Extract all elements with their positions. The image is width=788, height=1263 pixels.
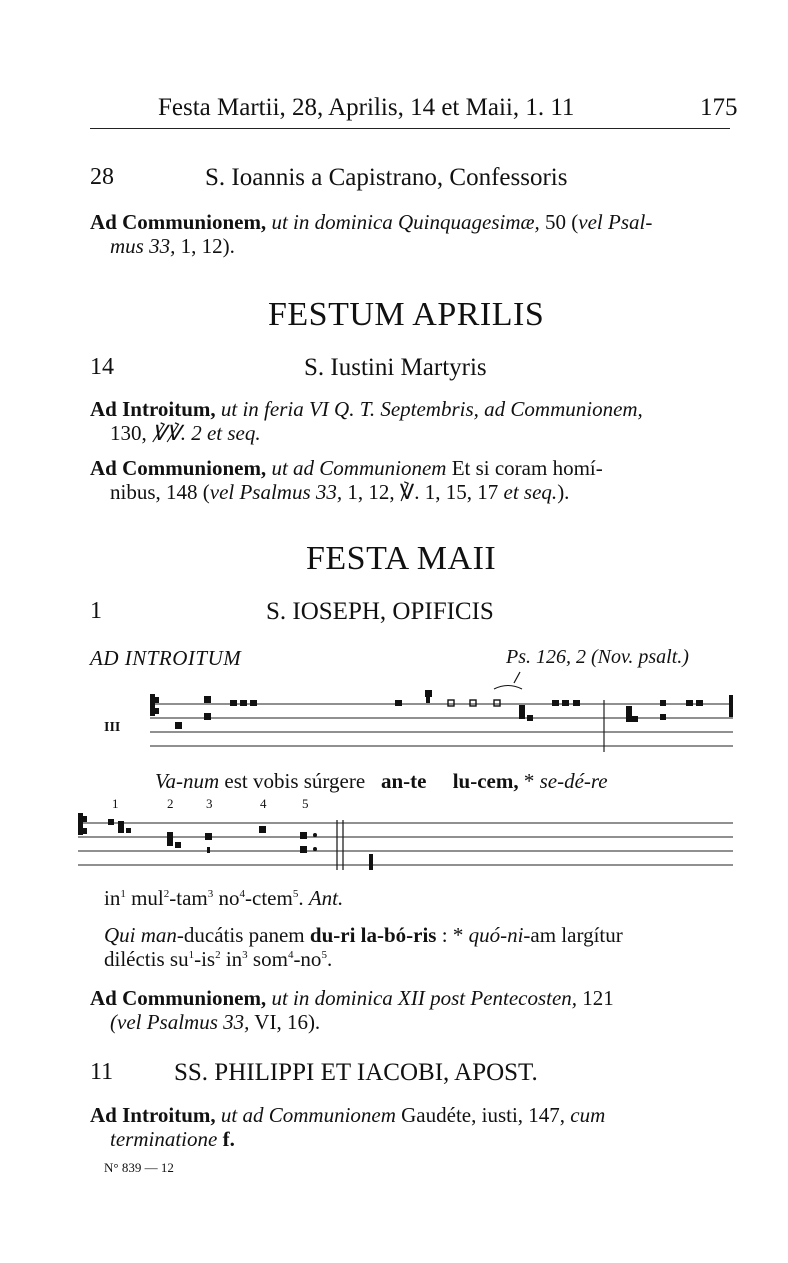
running-title: Festa Martii, 28, Aprilis, 14 et Maii, 1. 11 [158,94,575,121]
verse-marker: 3 [242,949,248,961]
rubric-text: et seq. [503,480,558,504]
lyric-syllable: in [104,886,121,910]
verse-text: ducátis panem [183,923,305,947]
introit-heading: AD INTROITUM [90,646,242,670]
verse-text: quó-ni- [468,923,531,947]
verse-text: : * [436,923,469,947]
lyric-syllable: lu-cem, [452,769,519,793]
verse-marker: 1 [120,888,126,900]
rubric-label: Ad Communionem, [90,210,267,234]
rubric-text: ut in dominica XII post Pentecosten, [271,986,578,1010]
rubric-text: vel Psal- [578,210,653,234]
verse-marker: 3 [207,888,214,900]
rubric-text: 50 ( [545,210,579,234]
rubric-text: nibus, 148 ( [110,480,210,504]
verse-marker: 2 [163,888,170,900]
verse-marker: 2 [215,949,221,961]
rubric-text: ut in feria VI Q. T. Septembris, ad Communionem, [220,397,643,421]
rubric-text: 1, 12). [180,234,235,258]
antiphon-marker: Ant. [308,886,344,910]
verse-text: in [220,947,243,971]
day-number-28: 28 [90,164,114,190]
rubric-text: 121 [582,986,614,1010]
printer-signature: N° 839 — 12 [104,1160,174,1175]
rubric-text: mus 33, [110,234,176,258]
verse-marker: 5 [321,949,327,961]
rubric-text: Et si coram homí- [451,456,603,480]
rubric-text: ut ad Communionem [271,456,447,480]
day-number-1: 1 [90,598,102,624]
feast-title-philippi: SS. PHILIPPI ET IACOBI, APOST. [174,1059,538,1086]
verse-marker: 4 [287,949,294,961]
lyric-syllable: an-te [380,769,427,793]
rubric-text: 130, [110,421,147,445]
rubric-text: terminatione [110,1127,218,1151]
day-number-11: 11 [90,1059,114,1085]
lyric-syllable: Va-num [155,769,220,793]
rubric-label: Ad Introitum, [90,397,216,421]
feast-title-ioseph: S. IOSEPH, OPIFICIS [266,598,494,625]
page-number: 175 [700,94,738,121]
day-number-14: 14 [90,354,114,380]
rubric-text: (vel Psalmus 33, [110,1010,250,1034]
feast-title-capistrano: S. Ioannis a Capistrano, Confessoris [205,164,568,191]
rubric-text: 1, 12, ℣. 1, 15, 17 [347,480,499,504]
verse-number: 4 [260,796,267,811]
verse-text: -is [194,947,216,971]
psalm-reference: Ps. 126, 2 (Nov. psalt.) [506,646,689,668]
lyric-syllable: mul [125,886,164,910]
rubric-text: cum [570,1103,606,1127]
verse-marker: 5 [292,888,299,900]
chant-lyrics-line-2 [104,886,343,911]
verse-text: . [326,947,333,971]
rubric-text: ut ad Communionem [220,1103,396,1127]
section-title-april: FESTUM APRILIS [268,296,545,333]
rubric-text: ℣℣. 2 et seq. [152,421,261,445]
rubric-text: Gaudéte, iusti, 147, [401,1103,566,1127]
verse-text: -no [293,947,322,971]
verse-text: Qui man- [104,923,184,947]
introit-rubric-11 [90,1103,732,1151]
verse-text: som [247,947,288,971]
lyric-syllable: -tam [169,886,208,910]
section-title-may: FESTA MAII [306,540,497,577]
feast-title-iustinus: S. Iustini Martyris [304,354,487,381]
rubric-label: Ad Communionem, [90,986,267,1010]
lyric-asterisk: * [523,769,535,793]
psalm-verse [104,923,732,971]
verse-text: du-ri la-bó-ris [309,923,437,947]
mode-indicator: III [104,720,121,735]
lyric-syllable: se-dé-re [539,769,608,793]
verse-text: am largítur [530,923,623,947]
rubric-text: ut in dominica Quinquagesimæ, [271,210,540,234]
verse-text: diléctis su [104,947,189,971]
rubric-text: f. [222,1127,235,1151]
verse-marker: 1 [188,949,195,961]
verse-marker: 4 [239,888,245,900]
rubric-text: ). [557,480,570,504]
rubric-text: VI, 16). [254,1010,321,1034]
rubric-label: Ad Introitum, [90,1103,216,1127]
lyric-syllable: est vobis súrgere [224,769,366,793]
verse-number: 5 [302,796,309,811]
verse-number: 1 [112,796,119,811]
lyric-syllable: no [213,886,240,910]
rubric-text: vel Psalmus 33, [209,480,343,504]
lyric-punctuation: . [298,886,309,910]
lyric-syllable: -ctem [245,886,293,910]
verse-number: 3 [206,796,213,811]
communion-rubric-1 [90,986,732,1034]
verse-number: 2 [167,796,174,811]
rubric-label: Ad Communionem, [90,456,267,480]
